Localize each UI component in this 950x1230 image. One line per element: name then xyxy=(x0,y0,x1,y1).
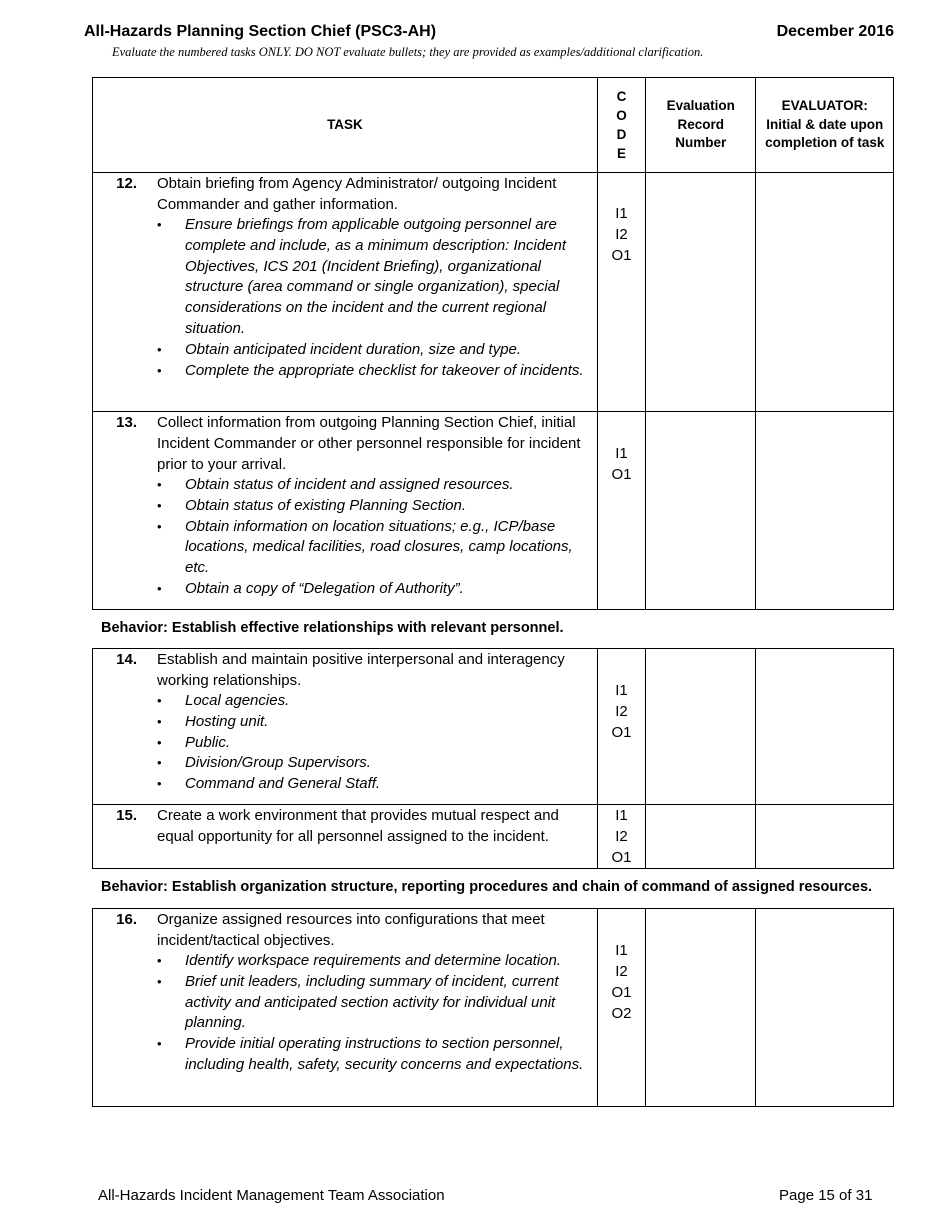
bullet-item: • Obtain information on location situations; e.g., ICP/base locations, medical facilities, road closures, camp locations, etc. xyxy=(157,517,597,579)
task-text: Establish and maintain positive interpersonal and interagency working relationships. xyxy=(157,651,565,689)
task-bullets xyxy=(157,691,597,795)
bullet-item: • Complete the appropriate checklist for takeover of incidents. xyxy=(157,361,597,382)
bullet-item: • Brief unit leaders, including summary of incident, current activity and anticipated section activity for individual unit planning. xyxy=(157,972,597,1034)
bullet-item: • Local agencies. xyxy=(157,691,597,712)
code-value: I2 xyxy=(615,828,628,845)
code-letter: O xyxy=(616,108,627,123)
code-cell xyxy=(597,649,645,805)
task-bullets xyxy=(157,475,597,600)
code-value: O1 xyxy=(611,247,632,264)
code-value: O2 xyxy=(611,1005,632,1022)
code-column-header xyxy=(597,78,645,173)
bullet-item: • Obtain status of incident and assigned resources. xyxy=(157,475,597,496)
evaluation-record-cell[interactable] xyxy=(646,649,756,805)
record-column-header: Evaluation Record Number xyxy=(646,78,756,173)
evaluation-record-cell[interactable] xyxy=(646,805,756,869)
code-cell xyxy=(597,805,645,869)
code-value: I2 xyxy=(615,226,628,243)
task-number: 14. xyxy=(116,651,137,668)
behavior-heading: Behavior: Establish effective relationships with relevant personnel. xyxy=(101,620,564,636)
evaluator-initial-cell[interactable] xyxy=(756,173,894,412)
code-letter: E xyxy=(616,146,626,161)
bullet-item: • Provide initial operating instructions to section personnel, including health, safety, security concerns and expectations. xyxy=(157,1034,597,1076)
task-table-1 xyxy=(92,77,894,610)
document-date: December 2016 xyxy=(776,23,894,40)
behavior-heading: Behavior: Establish organization structure, reporting procedures and chain of command of assigned resources. xyxy=(101,879,873,895)
code-value: O1 xyxy=(611,984,632,1001)
task-bullets xyxy=(157,215,597,381)
table-header-row xyxy=(93,78,894,173)
bullet-item: • Hosting unit. xyxy=(157,712,597,733)
evaluation-record-cell[interactable] xyxy=(646,909,756,1107)
task-table-3 xyxy=(92,908,894,1107)
document-title: All-Hazards Planning Section Chief (PSC3-AH) xyxy=(84,23,437,40)
bullet-item: • Ensure briefings from applicable outgoing personnel are complete and include, as a minimum description: Incident Objectives, ICS 201 (Incident Briefing), organizational structure (area command or single organization), special considerations on the incident and the current regional situation. xyxy=(157,215,597,340)
evaluation-record-cell[interactable] xyxy=(646,173,756,412)
code-value: O1 xyxy=(611,466,632,483)
bullet-item: • Command and General Staff. xyxy=(157,774,597,795)
bullet-item: • Obtain status of existing Planning Section. xyxy=(157,496,597,517)
code-cell xyxy=(597,412,645,610)
evaluation-record-cell[interactable] xyxy=(646,412,756,610)
code-value: I1 xyxy=(615,682,628,699)
code-value: I1 xyxy=(615,445,628,462)
footer-page-number: Page 15 of 31 xyxy=(779,1187,873,1204)
bullet-item: • Identify workspace requirements and determine location. xyxy=(157,951,597,972)
code-letter: C xyxy=(616,89,627,104)
code-value: I2 xyxy=(615,703,628,720)
task-number: 16. xyxy=(116,911,137,928)
task-column-header: TASK xyxy=(93,78,598,173)
evaluator-initial-cell[interactable] xyxy=(756,909,894,1107)
code-value: I1 xyxy=(615,942,628,959)
evaluator-initial-cell[interactable] xyxy=(756,412,894,610)
code-value: I2 xyxy=(615,963,628,980)
code-value: O1 xyxy=(611,849,632,866)
bullet-item: • Public. xyxy=(157,733,597,754)
task-number: 15. xyxy=(116,807,137,824)
task-row-15 xyxy=(93,805,894,869)
bullet-item: • Obtain anticipated incident duration, size and type. xyxy=(157,340,597,361)
task-text: Collect information from outgoing Planning Section Chief, initial Incident Commander or other personnel responsible for incident prior to your arrival. xyxy=(157,414,581,473)
evaluator-initial-cell[interactable] xyxy=(756,805,894,869)
task-row-16 xyxy=(93,909,894,1107)
task-row-14 xyxy=(93,649,894,805)
task-number: 13. xyxy=(116,414,137,431)
task-bullets xyxy=(157,951,597,1076)
code-value: I1 xyxy=(615,205,628,222)
task-table-2 xyxy=(92,648,894,869)
evaluator-initial-cell[interactable] xyxy=(756,649,894,805)
bullet-item: • Obtain a copy of “Delegation of Authority”. xyxy=(157,579,597,600)
bullet-item: • Division/Group Supervisors. xyxy=(157,753,597,774)
task-text: Create a work environment that provides mutual respect and equal opportunity for all personnel assigned to the incident. xyxy=(157,807,559,845)
evaluator-column-header: EVALUATOR: Initial & date upon completion of task xyxy=(756,78,894,173)
code-cell xyxy=(597,909,645,1107)
evaluation-note: Evaluate the numbered tasks ONLY. DO NOT evaluate bullets; they are provided as examples/additional clarification. xyxy=(112,45,704,59)
task-number: 12. xyxy=(116,175,137,192)
footer-organization: All-Hazards Incident Management Team Association xyxy=(98,1187,445,1204)
task-row-13 xyxy=(93,412,894,610)
code-value: O1 xyxy=(611,724,632,741)
task-row-12 xyxy=(93,173,894,412)
code-cell xyxy=(597,173,645,412)
code-value: I1 xyxy=(615,807,628,824)
code-letter: D xyxy=(616,127,627,142)
task-text: Organize assigned resources into configurations that meet incident/tactical objectives. xyxy=(157,911,545,949)
task-text: Obtain briefing from Agency Administrator/ outgoing Incident Commander and gather information. xyxy=(157,175,557,213)
